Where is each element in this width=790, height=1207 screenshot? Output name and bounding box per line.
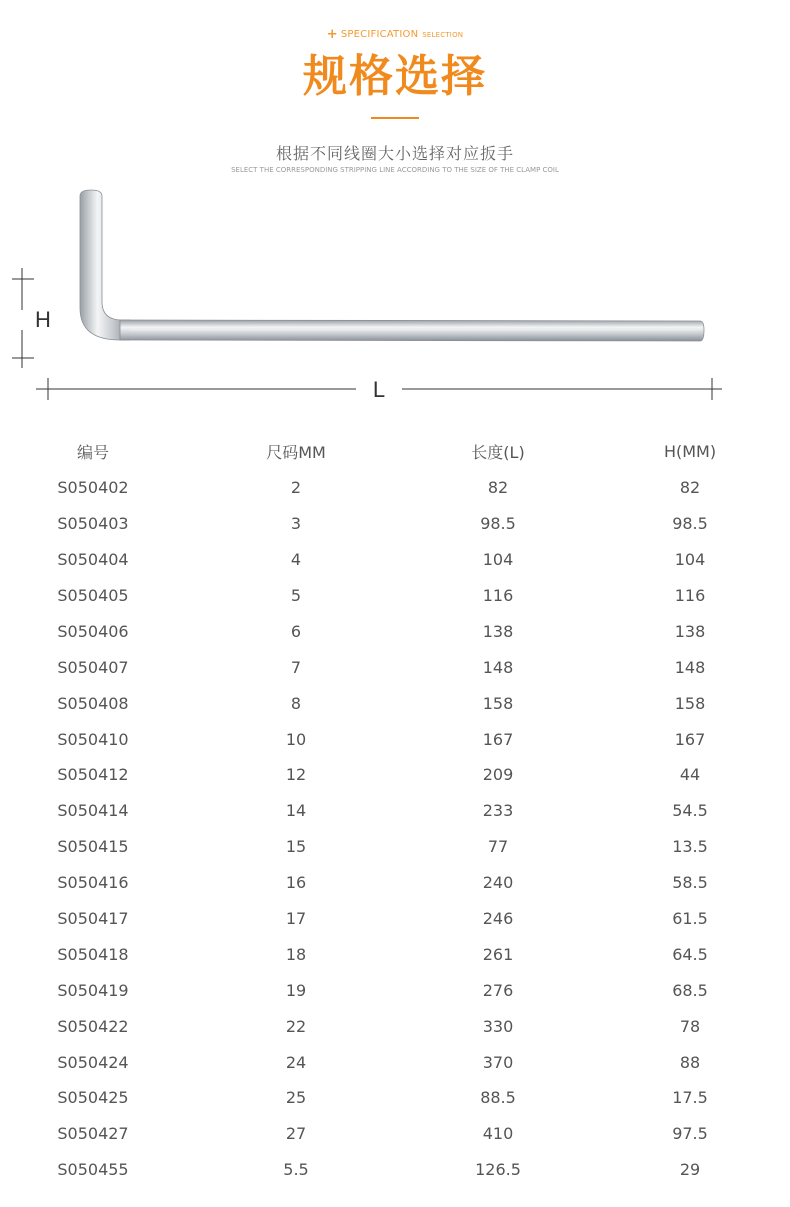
table-row [0,936,790,972]
cell-code: S050406 [57,621,129,641]
cell-height: 54.5 [672,801,708,821]
cell-length: 246 [482,909,514,929]
cell-length: 370 [482,1052,514,1072]
cell-code: S050404 [57,550,129,570]
cell-height: 17.5 [672,1088,708,1108]
cell-code: S050410 [57,729,129,749]
cell-height: 88 [679,1052,701,1072]
section-tag-text: SPECIFICATION [340,29,419,40]
table-row [0,685,790,721]
cell-code: S050422 [57,1016,129,1036]
cell-size: 24 [285,1052,307,1072]
cell-size: 19 [285,980,307,1000]
cell-code: S050419 [57,980,129,1000]
h-label: H [35,307,51,332]
table-row [0,1152,790,1188]
cell-length: 82 [487,478,509,498]
cell-code: S050414 [57,801,129,821]
cell-size: 18 [285,944,307,964]
cell-size: 22 [285,1016,307,1036]
cell-code: S050424 [57,1052,129,1072]
cell-height: 158 [674,693,706,713]
cell-length: 240 [482,873,514,893]
cell-size: 8 [290,693,302,713]
table-row [0,757,790,793]
cell-code: S050427 [57,1124,129,1144]
cell-length: 410 [482,1124,514,1144]
table-row [0,470,790,506]
cell-length: 233 [482,801,514,821]
cell-size: 5.5 [283,1160,309,1180]
cell-height: 116 [674,586,706,605]
cell-height: 148 [674,657,706,677]
section-tag [0,27,790,42]
cell-length: 104 [482,550,514,570]
cell-size: 5 [290,586,302,605]
cell-size: 4 [290,550,302,570]
cell-code: S050425 [57,1088,129,1108]
cell-size: 7 [290,657,302,677]
section-tag-small: SELECTION [422,31,464,39]
header-size: 尺码MM [266,443,326,463]
cell-size: 6 [290,621,302,641]
table-row [0,542,790,578]
cell-size: 17 [285,909,307,929]
cell-code: S050403 [57,514,129,534]
cell-height: 64.5 [672,944,708,964]
cell-height: 97.5 [672,1124,708,1144]
cell-height: 82 [679,478,701,498]
cell-height: 58.5 [672,873,708,893]
cell-height: 104 [674,550,706,570]
cell-size: 3 [290,514,302,534]
cell-height: 98.5 [672,514,708,534]
table-row [0,829,790,865]
cell-size: 12 [285,765,307,785]
cell-code: S050415 [57,837,129,857]
cell-height: 167 [674,729,706,749]
plus-icon: + [326,27,338,42]
table-row [0,1080,790,1116]
cell-code: S050412 [57,765,129,785]
cell-code: S050417 [57,909,129,929]
cell-length: 98.5 [480,514,516,534]
cell-size: 27 [285,1124,307,1144]
cell-code: S050405 [57,586,129,605]
cell-size: 10 [285,729,307,749]
table-row [0,972,790,1008]
cell-code: S050455 [57,1160,129,1180]
cell-code: S050416 [57,873,129,893]
cell-height: 61.5 [672,909,708,929]
cell-length: 148 [482,657,514,677]
l-label: L [372,377,386,402]
page-title: 规格选择 [303,51,487,102]
header-length: 长度(L) [471,443,525,463]
table-body [0,470,790,1188]
table-row [0,901,790,937]
cell-length: 167 [482,729,514,749]
cell-length: 138 [482,621,514,641]
cell-length: 158 [482,693,514,713]
table-row [0,793,790,829]
hex-key-image [80,190,704,341]
header-height: H(MM) [663,442,717,462]
table-row [0,1008,790,1044]
cell-code: S050418 [57,944,129,964]
cell-length: 209 [482,765,514,785]
subtitle-english: SELECT THE CORRESPONDING STRIPPING LINE ACCORDING TO THE SIZE OF THE CLAMP COIL [231,166,559,174]
cell-length: 116 [482,586,514,605]
spec-table [0,434,790,1188]
cell-size: 14 [285,801,307,821]
cell-height: 29 [679,1160,701,1180]
cell-length: 126.5 [475,1160,521,1180]
table-row [0,721,790,757]
table-row [0,865,790,901]
cell-height: 68.5 [672,980,708,1000]
table-header-row [0,434,790,470]
table-row [0,578,790,614]
table-row [0,649,790,685]
cell-code: S050407 [57,657,129,677]
title-underline [371,117,419,119]
cell-height: 138 [674,621,706,641]
hex-key-diagram [0,180,790,410]
cell-code: S050408 [57,693,129,713]
cell-length: 330 [482,1016,514,1036]
table-row [0,1044,790,1080]
cell-length: 276 [482,980,514,1000]
cell-size: 25 [285,1088,307,1108]
cell-size: 15 [285,837,307,857]
cell-size: 16 [285,873,307,893]
cell-height: 44 [679,765,701,785]
header-code: 编号 [76,443,109,463]
cell-length: 88.5 [480,1088,516,1108]
cell-length: 77 [487,837,509,857]
cell-height: 13.5 [672,837,708,857]
table-row [0,506,790,542]
table-row [0,613,790,649]
cell-height: 78 [679,1016,701,1036]
cell-length: 261 [482,944,514,964]
cell-code: S050402 [57,478,129,498]
cell-size: 2 [290,478,302,498]
subtitle-chinese: 根据不同线圈大小选择对应扳手 [275,144,514,163]
h-dimension [12,268,34,368]
table-row [0,1116,790,1152]
